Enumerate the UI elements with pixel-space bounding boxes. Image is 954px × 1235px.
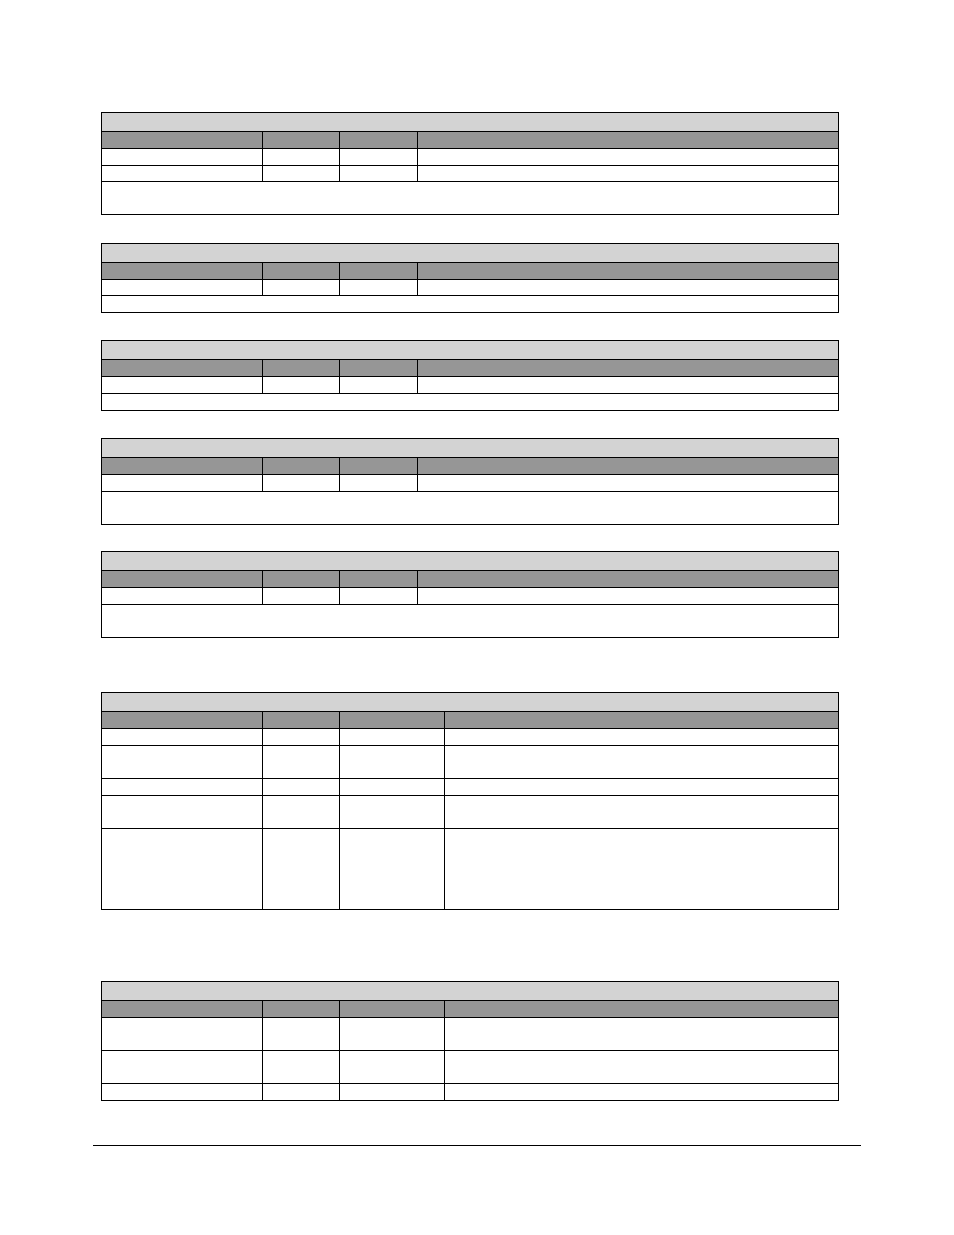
column-header xyxy=(102,1001,263,1018)
table-cell xyxy=(340,475,418,492)
column-header xyxy=(340,132,418,149)
table-note xyxy=(102,492,839,525)
table-cell xyxy=(102,1051,263,1084)
footer-divider xyxy=(93,1145,861,1146)
register-table-6 xyxy=(101,692,839,910)
table-title xyxy=(102,113,839,132)
table-cell xyxy=(102,149,263,166)
table-cell xyxy=(340,779,445,796)
table-cell xyxy=(340,149,418,166)
table-cell xyxy=(263,377,340,394)
column-header xyxy=(263,712,340,729)
table-cell xyxy=(445,796,839,829)
table-cell xyxy=(340,796,445,829)
register-table-7 xyxy=(101,981,839,1101)
register-table-4 xyxy=(101,438,839,525)
table-cell xyxy=(263,1018,340,1051)
column-header xyxy=(102,263,263,280)
table-cell xyxy=(102,280,263,296)
table-cell xyxy=(340,280,418,296)
table-cell xyxy=(445,1018,839,1051)
table-cell xyxy=(445,729,839,746)
table-cell xyxy=(102,166,263,182)
register-table-1 xyxy=(101,112,839,215)
table-cell xyxy=(340,1051,445,1084)
table-cell xyxy=(263,588,340,605)
table-cell xyxy=(340,1084,445,1101)
table-title xyxy=(102,982,839,1001)
table-cell xyxy=(263,166,340,182)
table-cell xyxy=(445,779,839,796)
table-cell xyxy=(418,149,839,166)
table-cell xyxy=(263,1051,340,1084)
column-header xyxy=(418,263,839,280)
column-header xyxy=(340,360,418,377)
column-header xyxy=(340,263,418,280)
column-header xyxy=(418,458,839,475)
table-cell xyxy=(102,729,263,746)
column-header xyxy=(418,360,839,377)
table-cell xyxy=(102,746,263,779)
table-cell xyxy=(102,796,263,829)
table-cell xyxy=(418,280,839,296)
table-cell xyxy=(102,829,263,910)
table-cell xyxy=(445,829,839,910)
table-cell xyxy=(102,475,263,492)
column-header xyxy=(263,571,340,588)
column-header xyxy=(340,458,418,475)
table-note xyxy=(102,296,839,313)
table-cell xyxy=(445,746,839,779)
table-note xyxy=(102,605,839,638)
register-table-5 xyxy=(101,551,839,638)
column-header xyxy=(263,1001,340,1018)
table-cell xyxy=(102,377,263,394)
table-cell xyxy=(340,1018,445,1051)
table-title xyxy=(102,244,839,263)
register-table-2 xyxy=(101,243,839,313)
column-header xyxy=(102,712,263,729)
table-cell xyxy=(418,377,839,394)
table-cell xyxy=(263,280,340,296)
column-header xyxy=(340,1001,445,1018)
column-header xyxy=(263,132,340,149)
table-cell xyxy=(263,829,340,910)
table-cell xyxy=(263,1084,340,1101)
table-cell xyxy=(263,779,340,796)
table-cell xyxy=(340,729,445,746)
column-header xyxy=(418,571,839,588)
table-cell xyxy=(102,1084,263,1101)
column-header xyxy=(102,571,263,588)
table-cell xyxy=(418,588,839,605)
column-header xyxy=(102,360,263,377)
column-header xyxy=(102,458,263,475)
table-title xyxy=(102,439,839,458)
column-header xyxy=(445,712,839,729)
column-header xyxy=(340,571,418,588)
table-note xyxy=(102,182,839,215)
register-table-3 xyxy=(101,340,839,411)
table-cell xyxy=(340,166,418,182)
table-title xyxy=(102,552,839,571)
table-cell xyxy=(340,829,445,910)
table-cell xyxy=(445,1051,839,1084)
table-cell xyxy=(263,475,340,492)
table-cell xyxy=(340,746,445,779)
table-cell xyxy=(263,796,340,829)
column-header xyxy=(418,132,839,149)
table-title xyxy=(102,693,839,712)
table-cell xyxy=(263,746,340,779)
table-cell xyxy=(102,779,263,796)
column-header xyxy=(445,1001,839,1018)
table-note xyxy=(102,394,839,411)
column-header xyxy=(263,458,340,475)
table-cell xyxy=(340,588,418,605)
table-cell xyxy=(102,1018,263,1051)
table-cell xyxy=(263,149,340,166)
table-cell xyxy=(263,729,340,746)
table-cell xyxy=(418,475,839,492)
table-title xyxy=(102,341,839,360)
table-cell xyxy=(418,166,839,182)
column-header xyxy=(340,712,445,729)
table-cell xyxy=(340,377,418,394)
column-header xyxy=(102,132,263,149)
table-cell xyxy=(445,1084,839,1101)
column-header xyxy=(263,360,340,377)
table-cell xyxy=(102,588,263,605)
column-header xyxy=(263,263,340,280)
